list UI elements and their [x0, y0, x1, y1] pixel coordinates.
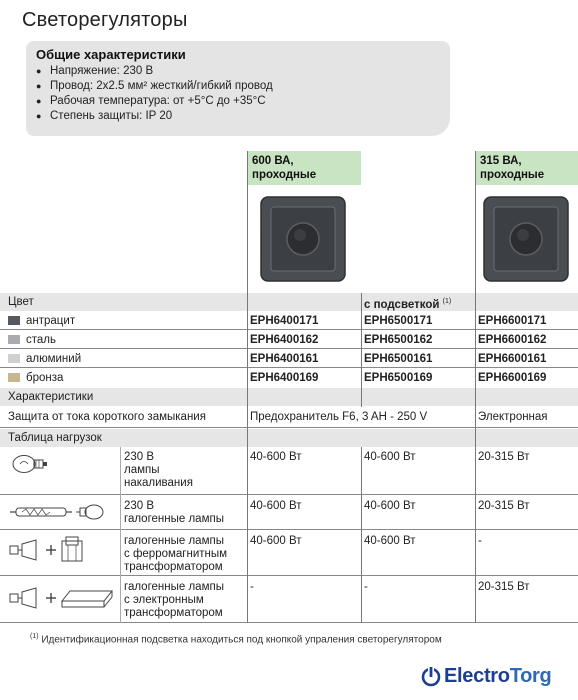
general-characteristics-box — [26, 41, 450, 136]
load-line: галогенные лампы — [124, 535, 224, 547]
load-description — [124, 535, 227, 574]
table-row — [0, 369, 578, 387]
column-header-600va — [248, 151, 361, 185]
load-value: - — [478, 535, 482, 547]
characteristics-header-row — [0, 388, 578, 406]
load-line: с электронным — [124, 594, 204, 606]
backlight-footnote-mark: (1) — [442, 298, 452, 305]
load-line: 230 В — [124, 451, 155, 463]
color-swatch — [8, 316, 20, 325]
table-row — [0, 312, 578, 330]
general-list — [36, 64, 440, 124]
footnote — [30, 633, 442, 645]
page-title: Светорегуляторы — [22, 9, 188, 31]
table-row — [0, 496, 578, 530]
load-value: 40-600 Вт — [250, 535, 302, 547]
load-value: 40-600 Вт — [364, 500, 416, 512]
electronic-transformer-icon — [8, 583, 118, 613]
color-header-row — [0, 293, 578, 311]
load-value: 20-315 Вт — [478, 581, 530, 593]
column-divider — [361, 447, 362, 623]
power-icon — [420, 665, 442, 687]
general-item: ● Напряжение: 230 В — [36, 64, 440, 79]
load-description — [124, 500, 224, 526]
article-cell: EPH6600162 — [478, 334, 547, 346]
incandescent-bulb-icon — [10, 453, 52, 475]
loads-header-label: Таблица нагрузок — [8, 432, 102, 444]
load-line: трансформатором — [124, 561, 223, 573]
halogen-lamp-icon — [8, 502, 114, 522]
loads-header-row — [0, 429, 578, 447]
column-header-line: проходные — [252, 169, 317, 181]
dimmer-315va-image — [483, 196, 569, 282]
load-line: с ферромагнитным — [124, 548, 228, 560]
article-cell: EPH6500169 — [364, 372, 433, 384]
article-cell: EPH6400171 — [250, 315, 319, 327]
general-item: ● Рабочая температура: от +5°С до +35°С — [36, 94, 440, 109]
general-item: ● Провод: 2х2.5 мм² жесткий/гибкий провод — [36, 79, 440, 94]
dimmer-600va-image — [260, 196, 346, 282]
color-header-label: Цвет — [8, 296, 34, 308]
article-cell: EPH6500161 — [364, 353, 433, 365]
load-line: галогенные лампы — [124, 513, 224, 525]
load-line: накаливания — [124, 477, 193, 489]
color-name-cell — [0, 331, 56, 349]
table-row — [0, 407, 578, 428]
general-item: ● Степень защиты: IP 20 — [36, 109, 440, 124]
load-description — [124, 451, 193, 490]
footnote-mark: (1) — [30, 633, 39, 640]
load-value: 40-600 Вт — [364, 451, 416, 463]
table-row — [0, 331, 578, 349]
backlight-text: с подсветкой — [364, 298, 440, 311]
column-header-line: 600 ВА, — [252, 155, 294, 167]
load-line: лампы — [124, 464, 160, 476]
brand-logo — [420, 662, 551, 690]
color-name: бронза — [26, 372, 64, 384]
column-header-line: 315 ВА, — [480, 155, 522, 167]
protection-value: Предохранитель F6, 3 AH - 250 V — [250, 411, 428, 423]
table-row — [0, 350, 578, 368]
brand-text: Torg — [509, 664, 552, 687]
article-cell: EPH6400162 — [250, 334, 319, 346]
ferromagnetic-transformer-icon — [8, 535, 108, 565]
column-header-315va — [476, 151, 578, 185]
column-divider — [247, 151, 248, 623]
backlight-label — [364, 293, 451, 311]
load-value: 40-600 Вт — [250, 451, 302, 463]
general-heading: Общие характеристики — [36, 47, 186, 62]
color-name: алюминий — [26, 353, 82, 365]
load-value: 20-315 Вт — [478, 451, 530, 463]
column-divider — [475, 151, 476, 623]
load-line: трансформатором — [124, 607, 223, 619]
protection-value: Электронная — [478, 411, 548, 423]
protection-label: Защита от тока короткого замыкания — [8, 411, 206, 423]
article-cell: EPH6600171 — [478, 315, 547, 327]
color-name-cell — [0, 312, 75, 330]
load-line: 230 В — [124, 500, 155, 512]
color-swatch — [8, 335, 20, 344]
table-row — [0, 577, 578, 623]
article-cell: EPH6500171 — [364, 315, 433, 327]
load-value: - — [364, 581, 368, 593]
color-swatch — [8, 373, 20, 382]
column-divider — [120, 447, 121, 623]
load-value: 20-315 Вт — [478, 500, 530, 512]
article-cell: EPH6400161 — [250, 353, 319, 365]
color-name: антрацит — [26, 315, 76, 327]
load-description — [124, 581, 224, 620]
color-name-cell — [0, 350, 81, 368]
column-header-line: проходные — [480, 169, 545, 181]
color-name: сталь — [26, 334, 56, 346]
table-row — [0, 531, 578, 576]
column-divider — [361, 293, 362, 407]
article-cell: EPH6400169 — [250, 372, 319, 384]
article-cell: EPH6600161 — [478, 353, 547, 365]
load-line: галогенные лампы — [124, 581, 224, 593]
characteristics-header-label: Характеристики — [8, 391, 94, 403]
color-swatch — [8, 354, 20, 363]
load-value: - — [250, 581, 254, 593]
load-value: 40-600 Вт — [250, 500, 302, 512]
footnote-text: Идентификационная подсветка находиться под кнопкой упраления светорегулятором — [41, 634, 442, 646]
brand-text: Electro — [444, 664, 510, 687]
table-row — [0, 447, 578, 495]
color-name-cell — [0, 369, 63, 387]
load-value: 40-600 Вт — [364, 535, 416, 547]
article-cell: EPH6600169 — [478, 372, 547, 384]
article-cell: EPH6500162 — [364, 334, 433, 346]
